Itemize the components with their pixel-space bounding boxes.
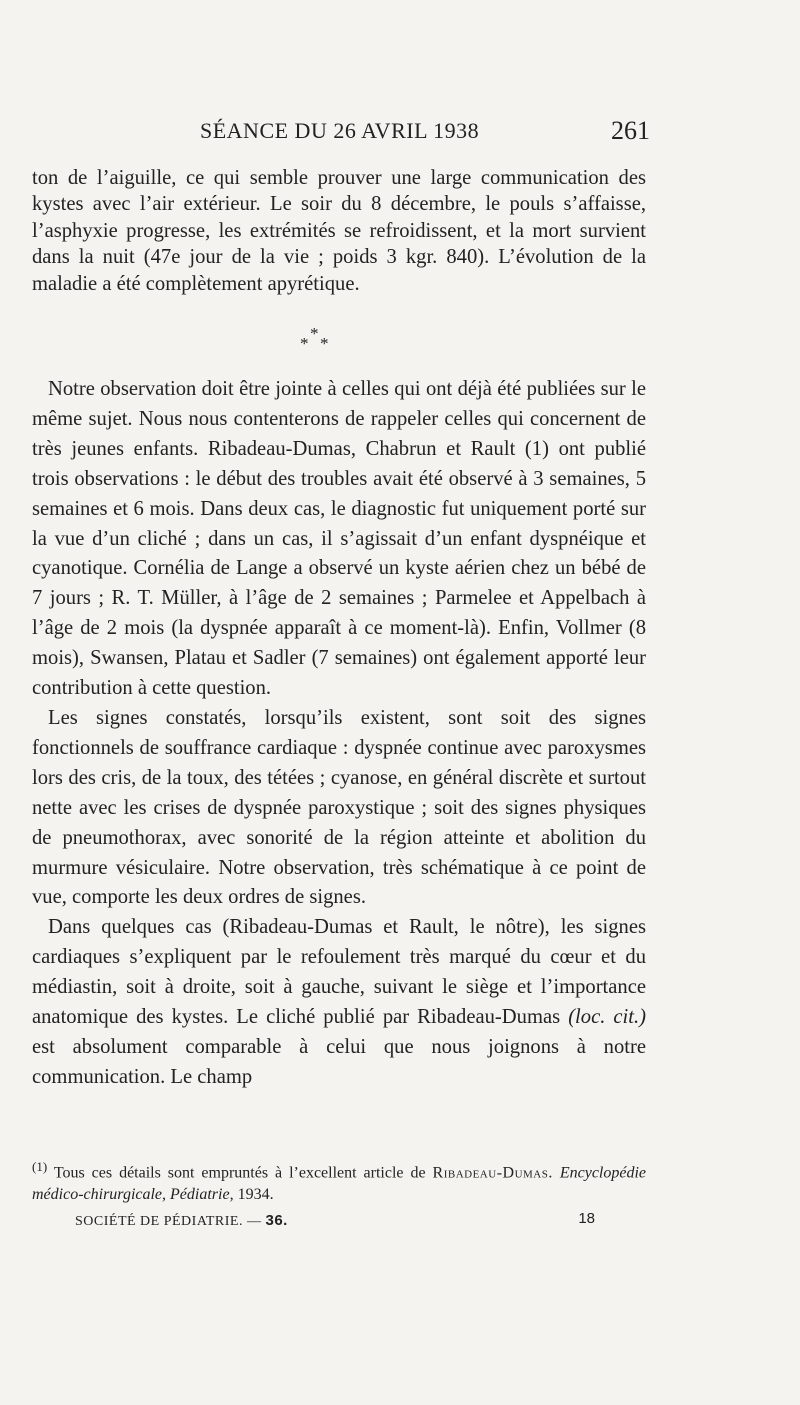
paragraph-3: Les signes constatés, lorsqu’ils existent, sont soit des signes fonctionnels de souffrance cardiaque : dyspnée continue avec paroxysmes lors des cris, de la toux, des tétées ; cyanose, en général discrète et surtout nette avec les crises de dyspnée paroxystique ; soit des signes physiques de pneumothorax, avec sonorité de la région atteinte et abolition du murmure vésiculaire. Notre observation, très schématique à ce point de vue, comporte les deux ordres de signes. <box>32 706 646 909</box>
paragraph-1: ton de l’aiguille, ce qui semble prouver une large communication des kystes avec l’air extérieur. Le soir du 8 décembre, le pouls s’affaisse, l’asphyxie progresse, les extrémités se refroidissent, et la mort survient dans la nuit (47e jour de la vie ; poids 3 kgr. 840). L’évolution de la maladie a été complètement apyrétique. <box>32 167 646 295</box>
asterism <box>300 318 360 358</box>
signature-mark: 18 <box>578 1210 595 1227</box>
paragraph-2: Notre observation doit être jointe à celles qui ont déjà été publiées sur le même sujet. Nous nous contenterons de rappeler celles qui concernent de très jeunes enfants. Ribadeau-Dumas, Chabrun et Rault (1) ont publié trois observations : le début des troubles avait été observé à 3 semaines, 5 semaines et 6 mois. Dans deux cas, le diagnostic fut uniquement porté sur la vue d’un cliché ; dans un cas, il s’agissait d’un enfant dyspnéique et cyanotique. Cornélia de Lange a observé un kyste aérien chez un bébé de 7 jours ; R. T. Müller, à l’âge de 2 semaines ; Parmelee et Appelbach à l’âge de 2 mois (la dyspnée apparaît à ce moment-là). Enfin, Vollmer (8 mois), Swansen, Platau et Sadler (7 semaines) ont également apporté leur contribution à cette question. <box>32 378 646 700</box>
asterism-star: * <box>300 334 309 353</box>
asterism-star: * <box>310 324 319 343</box>
paragraph-4-citation: (loc. cit.) <box>568 1006 646 1029</box>
page-footer <box>75 1210 595 1234</box>
paragraph-4-text: Dans quelques cas (Ribadeau-Dumas et Rault, le nôtre), les signes cardiaques s’expliquent par le refoulement très marqué du cœur et du médiastin, soit à droite, soit à gauche, suivant le siège et l’importance anatomique des kystes. Le cliché publié par Ribadeau-Dumas <box>32 916 646 1029</box>
body-text-main <box>32 375 646 1093</box>
page-number: 261 <box>611 116 650 145</box>
running-head <box>150 118 650 152</box>
footnote-year: 1934. <box>233 1186 274 1204</box>
footer-society-name: SOCIÉTÉ DE PÉDIATRIE. — <box>75 1214 266 1229</box>
footnote <box>32 1156 646 1206</box>
footer-society <box>75 1212 288 1230</box>
footer-volume: 36. <box>265 1212 288 1229</box>
running-head-title: SÉANCE DU 26 AVRIL 1938 <box>200 118 480 143</box>
footnote-author: Ribadeau-Dumas. <box>432 1164 553 1182</box>
footnote-marker: (1) <box>32 1159 48 1174</box>
asterism-star: * <box>320 334 329 353</box>
paragraph-4-text-end: est absolument comparable à celui que nous joignons à notre communication. Le champ <box>32 1035 646 1088</box>
paragraph-4 <box>32 913 646 1092</box>
footnote-text: Tous ces détails sont empruntés à l’excellent article de <box>47 1164 433 1182</box>
footnote-journal: Encyclopédie médico-chirurgicale, Pédiatrie, <box>32 1164 647 1204</box>
body-text-top <box>32 165 646 297</box>
